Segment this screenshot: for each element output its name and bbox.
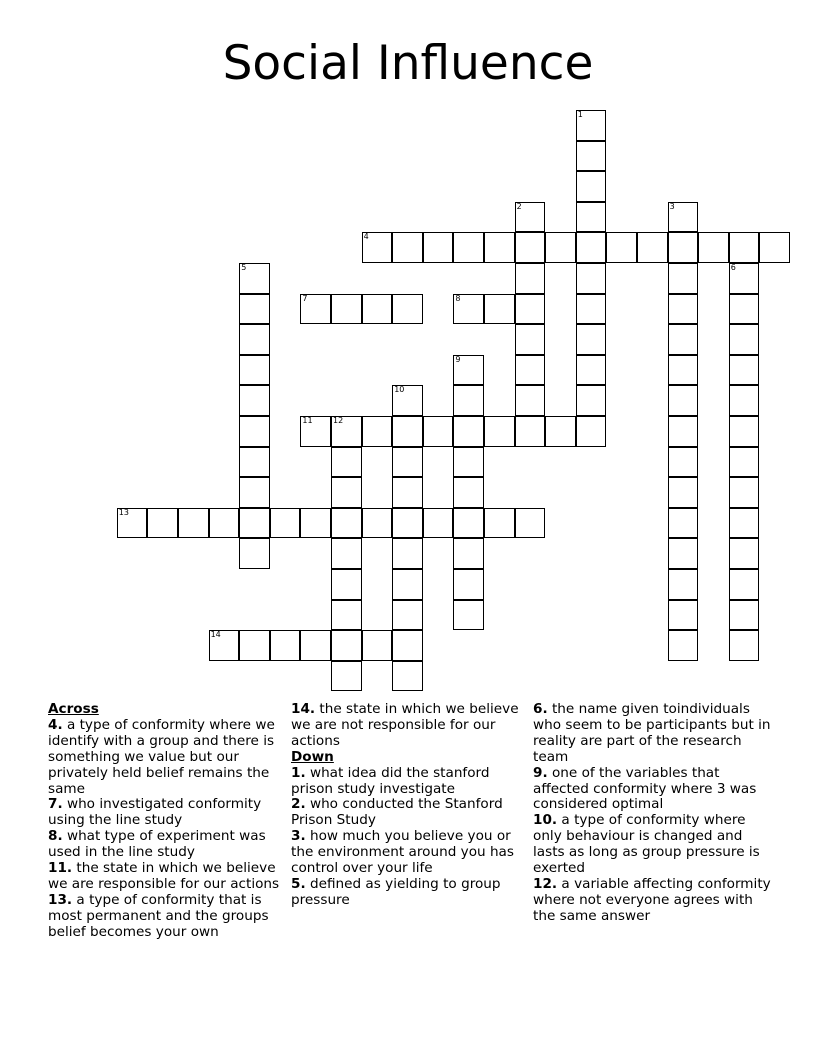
grid-cell[interactable]: [392, 600, 423, 631]
grid-cell[interactable]: [515, 508, 546, 539]
grid-cell[interactable]: [668, 355, 699, 386]
grid-cell[interactable]: [392, 538, 423, 569]
grid-cell[interactable]: [484, 508, 515, 539]
down-clue: 3. how much you believe you or the environment around you has control over your life: [291, 828, 514, 877]
clue-number: 11: [302, 416, 313, 425]
clue-number: 1: [577, 110, 583, 119]
grid-cell[interactable]: [515, 324, 546, 355]
grid-cell[interactable]: [668, 294, 699, 325]
grid-cell[interactable]: [453, 508, 484, 539]
clue-number: 12: [333, 416, 344, 425]
grid-cell[interactable]: [484, 294, 515, 325]
grid-cell[interactable]: [331, 447, 362, 478]
grid-cell[interactable]: [331, 600, 362, 631]
grid-cell[interactable]: [453, 477, 484, 508]
grid-cell[interactable]: [729, 416, 760, 447]
grid-cell[interactable]: [637, 232, 668, 263]
grid-cell[interactable]: [453, 232, 484, 263]
grid-cell[interactable]: [576, 232, 607, 263]
down-clue: 9. one of the variables that affected conformity where 3 was considered optimal: [533, 764, 757, 813]
grid-cell[interactable]: [239, 324, 270, 355]
grid-cell[interactable]: [484, 416, 515, 447]
grid-cell[interactable]: [239, 538, 270, 569]
grid-cell[interactable]: [729, 385, 760, 416]
grid-cell[interactable]: [453, 355, 484, 386]
grid-cell[interactable]: [117, 508, 148, 539]
clue-number: 13: [118, 507, 129, 517]
grid-cell[interactable]: [453, 538, 484, 569]
down-clue: 5. defined as yielding to group pressure: [291, 875, 501, 908]
grid-cell[interactable]: [729, 538, 760, 569]
grid-cell[interactable]: [698, 232, 729, 263]
grid-cell[interactable]: [668, 538, 699, 569]
grid-cell[interactable]: [331, 294, 362, 325]
grid-cell[interactable]: [331, 661, 362, 692]
grid-cell[interactable]: [300, 294, 331, 325]
grid-cell[interactable]: [668, 600, 699, 631]
grid-cell[interactable]: [729, 508, 760, 539]
grid-cell[interactable]: [392, 294, 423, 325]
grid-cell[interactable]: [239, 630, 270, 661]
across-clue: 13. a type of conformity that is most permanent and the groups belief becomes your own: [48, 891, 269, 940]
grid-cell[interactable]: [331, 508, 362, 539]
down-clue: 10. a type of conformity where only behaviour is changed and lasts as long as group pressure is exerted: [533, 812, 760, 877]
grid-cell[interactable]: [147, 508, 178, 539]
grid-cell[interactable]: [209, 630, 240, 661]
grid-cell[interactable]: [392, 232, 423, 263]
grid-cell[interactable]: [239, 477, 270, 508]
grid-cell[interactable]: [392, 447, 423, 478]
grid-cell[interactable]: [178, 508, 209, 539]
down-heading: Down: [291, 748, 334, 765]
grid-cell[interactable]: [239, 294, 270, 325]
grid-cell[interactable]: [515, 385, 546, 416]
grid-cell[interactable]: [729, 477, 760, 508]
down-clue: 1. what idea did the stanford prison study investigate: [291, 764, 490, 797]
grid-cell[interactable]: [576, 416, 607, 447]
grid-cell[interactable]: [515, 294, 546, 325]
grid-cell[interactable]: [668, 416, 699, 447]
clue-number: 3: [669, 201, 675, 211]
grid-cell[interactable]: [239, 416, 270, 447]
down-clue: 12. a variable affecting conformity where not everyone agrees with the same answer: [533, 875, 771, 924]
grid-cell[interactable]: [453, 416, 484, 447]
grid-cell[interactable]: [668, 263, 699, 294]
grid-cell[interactable]: [392, 416, 423, 447]
grid-cell[interactable]: [239, 263, 270, 294]
grid-cell[interactable]: [668, 232, 699, 263]
clue-number: 10: [394, 385, 405, 395]
grid-cell[interactable]: [209, 508, 240, 539]
grid-cell[interactable]: [729, 355, 760, 386]
grid-cell[interactable]: [362, 630, 393, 661]
across-clue: 7. who investigated conformity using the line study: [48, 796, 262, 829]
clue-number: 4: [363, 232, 369, 242]
grid-cell[interactable]: [576, 202, 607, 233]
down-clue: 6. the name given toindividuals who seem to be participants but in reality are part of the research team: [533, 701, 771, 765]
clues-column-3: [533, 702, 773, 925]
clue-number: 2: [516, 201, 522, 211]
down-clue: 2. who conducted the Stanford Prison Study: [291, 796, 503, 829]
grid-cell[interactable]: [729, 447, 760, 478]
grid-cell[interactable]: [453, 294, 484, 325]
grid-cell[interactable]: [239, 447, 270, 478]
grid-cell[interactable]: [576, 294, 607, 325]
grid-cell[interactable]: [515, 232, 546, 263]
across-clue: 4. a type of conformity where we identify with a group and there is something we value but our privately held belief remains the same: [48, 716, 275, 797]
grid-cell[interactable]: [392, 385, 423, 416]
grid-cell[interactable]: [423, 232, 454, 263]
grid-cell[interactable]: [729, 232, 760, 263]
grid-cell[interactable]: [362, 232, 393, 263]
grid-cell[interactable]: [453, 569, 484, 600]
grid-cell[interactable]: [668, 508, 699, 539]
grid-cell[interactable]: [668, 447, 699, 478]
grid-cell[interactable]: [668, 630, 699, 661]
puzzle-title: Social Influence: [222, 36, 594, 91]
grid-cell[interactable]: [300, 508, 331, 539]
grid-cell[interactable]: [759, 232, 790, 263]
grid-cell[interactable]: [576, 171, 607, 202]
grid-cell[interactable]: [423, 416, 454, 447]
grid-cell[interactable]: [515, 416, 546, 447]
grid-cell[interactable]: [729, 263, 760, 294]
grid-cell[interactable]: [515, 202, 546, 233]
grid-cell[interactable]: [606, 232, 637, 263]
grid-cell[interactable]: [331, 538, 362, 569]
grid-cell[interactable]: [484, 232, 515, 263]
clue-number: 14: [210, 630, 221, 640]
grid-cell[interactable]: [300, 630, 331, 661]
grid-cell[interactable]: [453, 385, 484, 416]
clue-number: 7: [302, 293, 308, 303]
grid-cell[interactable]: [392, 508, 423, 539]
clues-column-1: [48, 702, 283, 941]
grid-cell[interactable]: [239, 508, 270, 539]
grid-cell[interactable]: [270, 508, 301, 539]
grid-cell[interactable]: [300, 416, 331, 447]
grid-cell[interactable]: [576, 355, 607, 386]
clue-number: 8: [455, 293, 461, 303]
grid-cell[interactable]: [668, 324, 699, 355]
grid-cell[interactable]: [576, 110, 607, 141]
grid-cell[interactable]: [545, 416, 576, 447]
grid-cell[interactable]: [729, 324, 760, 355]
grid-cell[interactable]: [729, 600, 760, 631]
clue-number: 5: [241, 263, 247, 272]
grid-cell[interactable]: [729, 630, 760, 661]
grid-cell[interactable]: [331, 569, 362, 600]
across-clue: 8. what type of experiment was used in the line study: [48, 828, 266, 861]
grid-cell[interactable]: [515, 263, 546, 294]
grid-cell[interactable]: [576, 385, 607, 416]
grid-cell[interactable]: [515, 355, 546, 386]
across-clue: 11. the state in which we believe we are responsible for our actions: [48, 860, 280, 892]
grid-cell[interactable]: [668, 385, 699, 416]
clues-column-2: [291, 702, 523, 909]
grid-cell[interactable]: [423, 508, 454, 539]
grid-cell[interactable]: [668, 569, 699, 600]
clue-number: 9: [455, 354, 461, 364]
grid-cell[interactable]: [668, 202, 699, 233]
grid-cell[interactable]: [668, 477, 699, 508]
grid-cell[interactable]: [392, 661, 423, 692]
grid-cell[interactable]: [331, 477, 362, 508]
grid-cell[interactable]: [239, 385, 270, 416]
grid-cell[interactable]: [392, 630, 423, 661]
grid-cell[interactable]: [270, 630, 301, 661]
grid-cell[interactable]: [362, 294, 393, 325]
grid-cell[interactable]: [453, 447, 484, 478]
grid-cell[interactable]: [362, 508, 393, 539]
grid-cell[interactable]: [729, 569, 760, 600]
grid-cell[interactable]: [729, 294, 760, 325]
grid-cell[interactable]: [453, 600, 484, 631]
grid-cell[interactable]: [576, 263, 607, 294]
across-clue: 14. the state in which we believe we are not responsible for our actions: [291, 701, 519, 749]
across-heading: Across: [48, 701, 99, 717]
grid-cell[interactable]: [362, 416, 393, 447]
clue-number: 6: [730, 263, 736, 272]
grid-cell[interactable]: [576, 324, 607, 355]
grid-cell[interactable]: [239, 355, 270, 386]
grid-cell[interactable]: [331, 630, 362, 661]
grid-cell[interactable]: [331, 416, 362, 447]
grid-cell[interactable]: [576, 141, 607, 172]
grid-cell[interactable]: [392, 477, 423, 508]
grid-cell[interactable]: [545, 232, 576, 263]
grid-cell[interactable]: [392, 569, 423, 600]
